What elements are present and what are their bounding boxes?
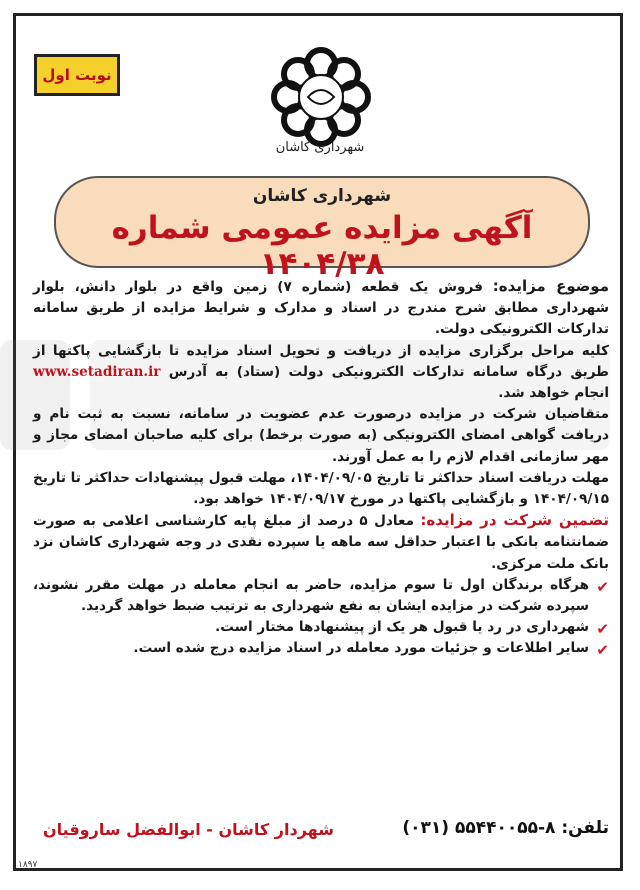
first-publication-badge: نوبت اول bbox=[34, 54, 120, 96]
list-item bbox=[33, 617, 609, 638]
bullet-text: هرگاه برندگان اول تا سوم مزایده، حاضر به انجام معامله در مهلت مقرر نشوند، سپرده شرکت در مزایده ایشان به نفع شهرداری به ترتیب ضبط خواهد گردید. bbox=[33, 576, 589, 615]
ad-code: ۱۸۹۷ bbox=[18, 860, 38, 870]
procedure-text-end: انجام خواهد شد. bbox=[498, 385, 609, 402]
mayor-signature: شهردار کاشان - ابوالفضل ساروقیان bbox=[43, 820, 334, 839]
subject-label: موضوع مزایده: bbox=[492, 277, 609, 295]
subject-paragraph bbox=[33, 276, 609, 341]
notice-title: آگهی مزایده عمومی شماره ۱۴۰۴/۳۸ bbox=[111, 210, 533, 282]
guarantee-label: تضمین شرکت در مزایده: bbox=[420, 511, 609, 530]
organization-name: شهرداری کاشان bbox=[252, 186, 392, 206]
guarantee-paragraph bbox=[33, 510, 609, 575]
notice-body bbox=[33, 276, 609, 660]
footer bbox=[33, 818, 609, 846]
list-item bbox=[33, 638, 609, 659]
deadline-paragraph: مهلت دریافت اسناد حداکثر تا تاریخ ۱۴۰۴/۰۹/۰۵، مهلت قبول پیشنهادات حداکثر تا تاریخ ۱۴۰۴/۰۹/۱۵ و بازگشایی پاکتها در مورخ ۱۴۰۴/۰۹/۱۷ خواهد بود. bbox=[33, 469, 609, 508]
check-icon: ✔ bbox=[596, 577, 609, 596]
kashan-municipality-seal-icon bbox=[266, 42, 376, 152]
bullet-text: سایر اطلاعات و جزئیات مورد معامله در اسناد مزایده درج شده است. bbox=[133, 640, 589, 657]
guarantee-text: معادل ۵ درصد از مبلغ پایه کارشناسی اعلامی به صورت ضمانتنامه بانکی با اعتبار حداقل سه ماهه یا سپرده نقدی در وجه شهرداری کاشان نزد بانک ملت مرکزی. bbox=[33, 513, 609, 572]
procedure-text: کلیه مراحل برگزاری مزایده از دریافت و تحویل اسناد مزایده تا بازگشایی پاکتها از طریق درگاه سامانه تدارکات الکترونیکی دولت (ستاد) به آدرس bbox=[33, 342, 609, 380]
registration-paragraph: متقاضیان شرکت در مزایده درصورت عدم عضویت در سامانه، نسبت به ثبت نام و دریافت گواهی امضای الکترونیکی (به صورت برخط) برای کلیه صاحبان امضای مجاز و مهر سازمانی اقدام لازم را به عمل آورند. bbox=[33, 406, 609, 465]
list-item bbox=[33, 575, 609, 617]
subject-text: فروش یک قطعه (شماره ۷) زمین واقع در بلوار دانش، بلوار شهرداری مطابق شرح مندرج در اسناد و مدارک و شرایط مزایده از طریق سامانه تدارکات الکترونیکی دولت. bbox=[33, 279, 609, 338]
procedure-paragraph bbox=[33, 341, 609, 405]
phone-number: تلفن: ۸-۵۵۴۴۰۰۵۵ (۰۳۱) bbox=[402, 818, 609, 838]
setadiran-link[interactable]: www.setadiran.ir bbox=[33, 363, 161, 380]
check-icon: ✔ bbox=[596, 620, 609, 639]
check-icon: ✔ bbox=[596, 641, 609, 660]
logo-caption: شهرداری کاشان bbox=[275, 140, 365, 155]
bullet-text: شهرداری در رد یا قبول هر یک از پیشنهادها مختار است. bbox=[215, 619, 589, 636]
title-box bbox=[54, 176, 590, 282]
